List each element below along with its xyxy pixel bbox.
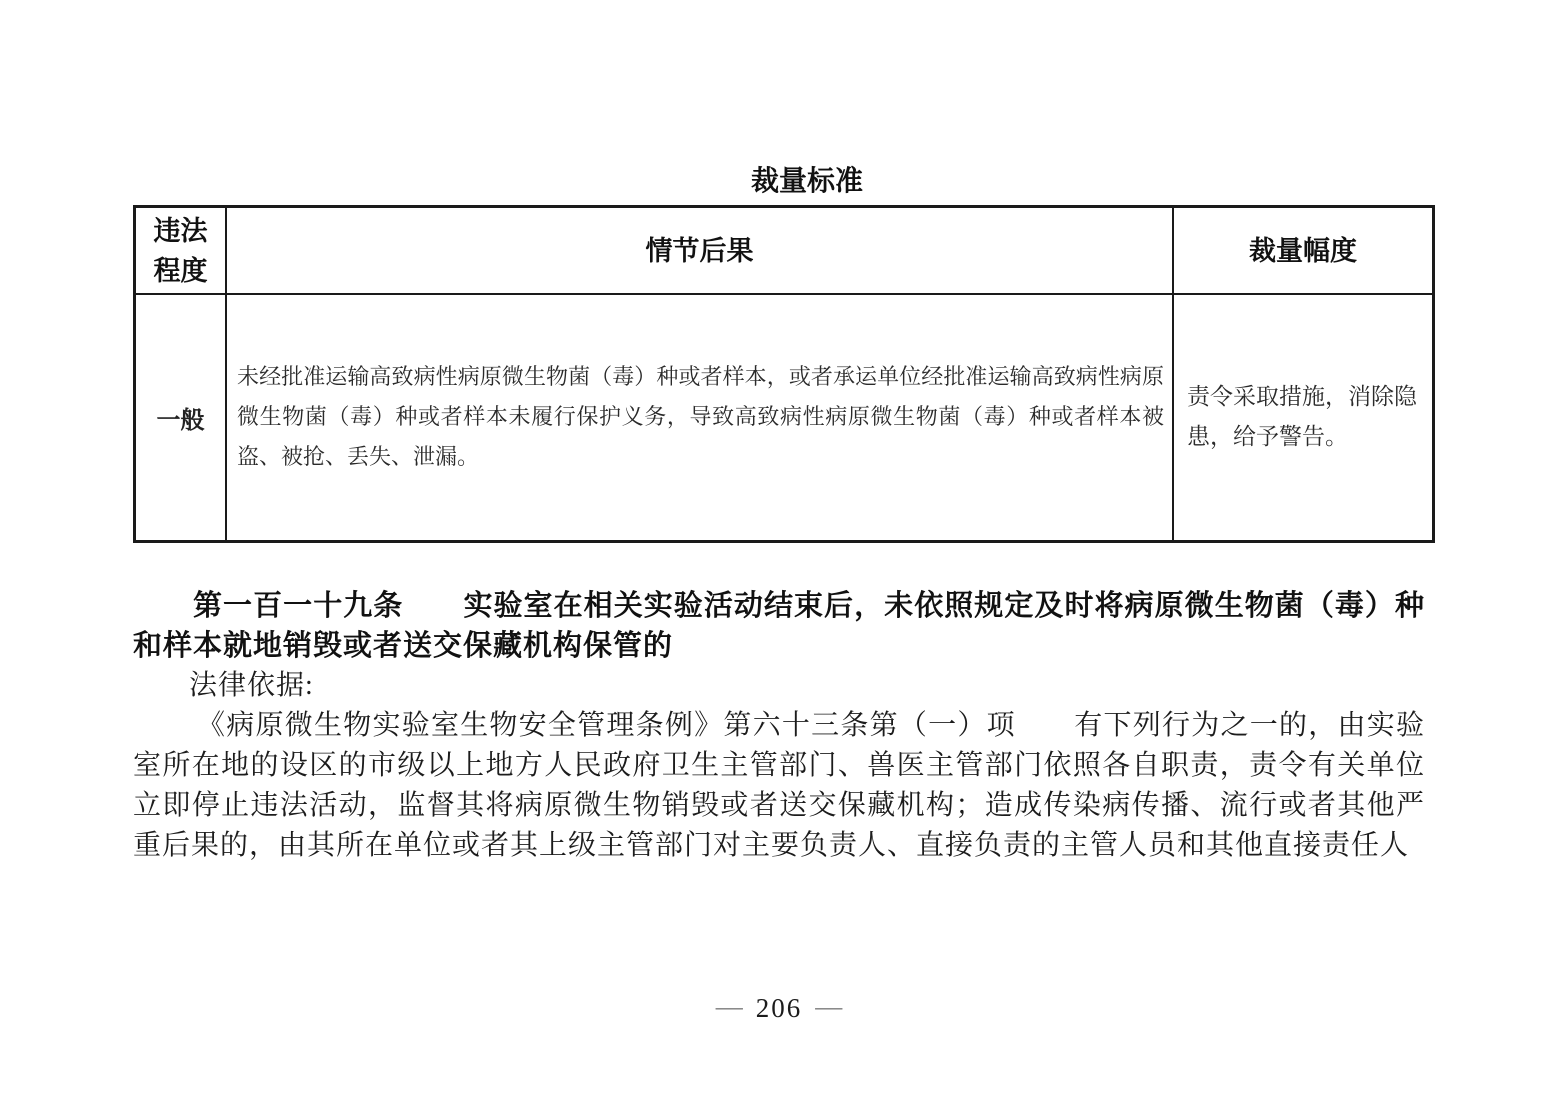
cell-discretion-range: 责令采取措施，消除隐患，给予警告。 <box>1173 294 1434 541</box>
page-number-dash-right: — <box>815 991 843 1021</box>
legal-basis-text: 《病原微生物实验室生物安全管理条例》第六十三条第（一）项 有下列行为之一的，由实验室所在地的设区的市级以上地方人民政府卫生主管部门、兽医主管部门依照各自职责，责令有关单位立即停止违法活动，监督其将病原微生物销毁或者送交保藏机构；造成传染病传播、流行或者其他严重后果的，由其所在单位或者其上级主管部门对主要负责人、直接负责的主管人员和其他直接责任人 <box>133 710 1425 861</box>
header-discretion-range: 裁量幅度 <box>1173 207 1434 295</box>
table-row <box>135 294 1434 541</box>
table-title: 裁量标准 <box>750 165 863 196</box>
legal-basis-label: 法律依据: <box>189 670 314 701</box>
cell-severity-level: 一般 <box>135 294 227 541</box>
page-footer <box>133 988 1425 1028</box>
table-header-row <box>135 207 1434 295</box>
header-violation-degree <box>135 207 227 295</box>
discretion-standard-table <box>133 205 1435 543</box>
cell-circumstances: 未经批准运输高致病性病原微生物菌（毒）种或者样本，或者承运单位经批准运输高致病性病原微生物菌（毒）种或者样本未履行保护义务，导致高致病性病原微生物菌（毒）种或者样本被盗、被抢、丢失、泄漏。 <box>226 294 1173 541</box>
page-number-value: 206 <box>755 993 803 1023</box>
body-text <box>133 586 1425 866</box>
header-violation-degree-line2: 程度 <box>153 255 208 286</box>
header-violation-degree-line1: 违法 <box>153 215 208 246</box>
article-heading: 第一百一十九条 实验室在相关实验活动结束后，未依照规定及时将病原微生物菌（毒）种和样本就地销毁或者送交保藏机构保管的 <box>133 590 1425 662</box>
header-circumstances: 情节后果 <box>226 207 1173 295</box>
page-number-dash-left: — <box>715 991 743 1021</box>
